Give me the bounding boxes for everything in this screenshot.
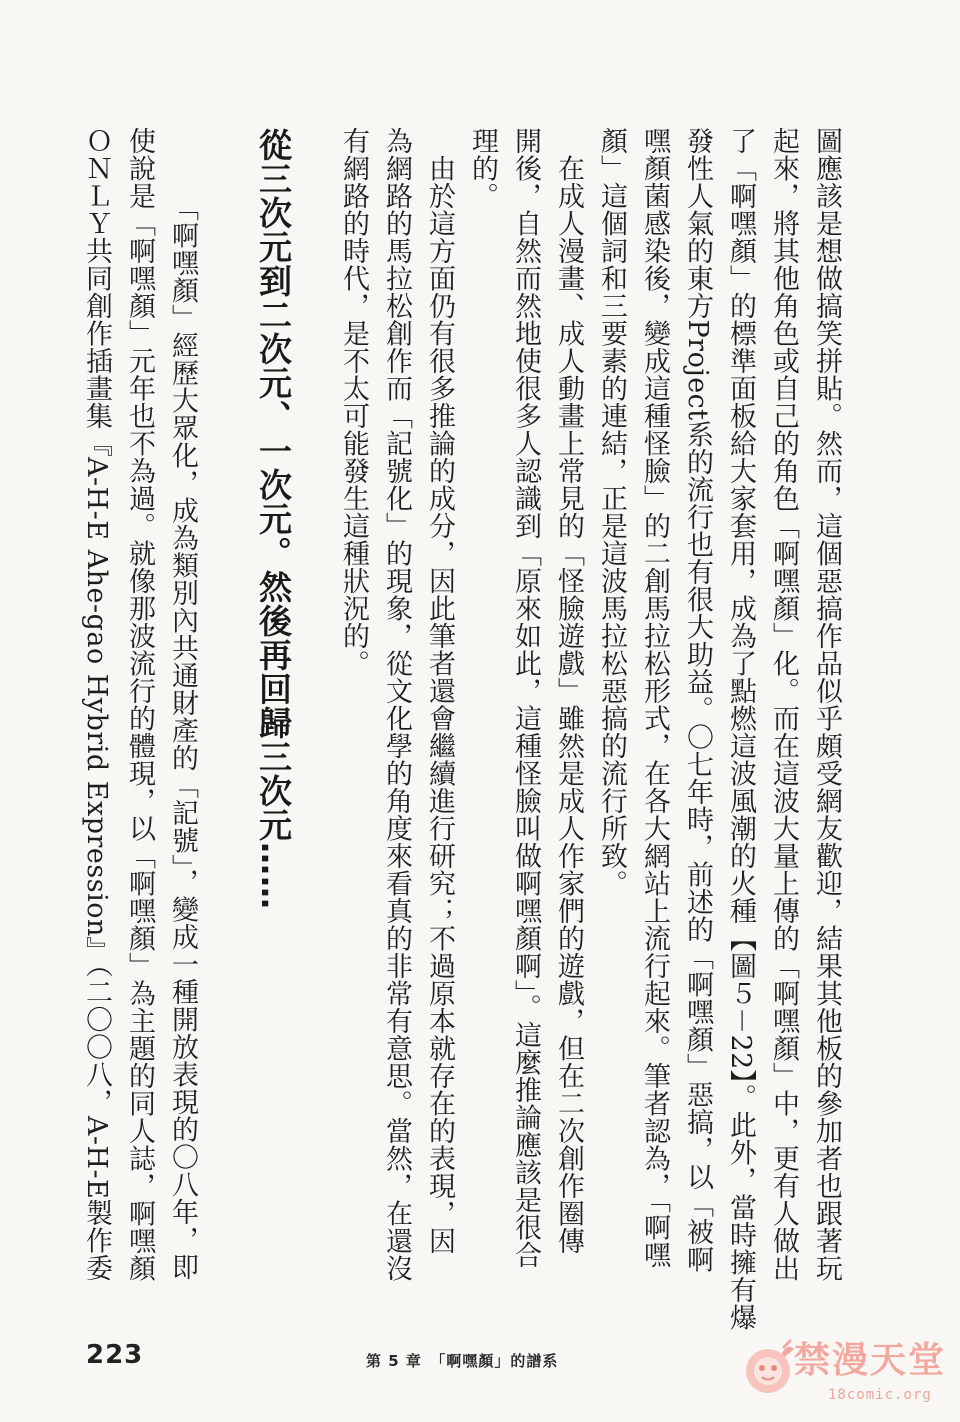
body-column: 發性人氣的東方Project系的流行也有很大助益。〇七年時，前述的「啊嘿顏」惡搞，以「被啊 [682, 127, 713, 1274]
watermark-logo-icon [738, 1337, 800, 1399]
section-heading: 從三次元到二次元、一次元。然後再回歸三次元…… [254, 128, 293, 910]
watermark-text: 禁漫天堂 [794, 1340, 947, 1381]
body-column: 理的。 [467, 127, 498, 210]
body-column: 在成人漫畫、成人動畫上常見的「怪臉遊戲」雖然是成人作家們的遊戲，但在二次創作圈傳 [553, 127, 584, 1255]
watermark-url: 18comic.org [828, 1387, 932, 1403]
body-column: 了「啊嘿顏」的標準面板給大家套用，成為了點燃這波風潮的火種【圖５－22】。此外，當時擁有爆 [725, 127, 756, 1332]
body-column: ＯＮＬＹ共同創作插畫集『A-H-E Ahe-gao Hybrid Expression』（二〇〇八，A-H-E製作委 [81, 127, 112, 1282]
watermark [738, 1337, 948, 1417]
body-column: 由於這方面仍有很多推論的成分，因此筆者還會繼續進行研究；不過原本就存在的表現，因 [424, 127, 455, 1255]
page-number: 223 [86, 1340, 144, 1370]
body-column: 開後，自然而然地使很多人認識到「原來如此，這種怪臉叫做啊嘿顏啊」。這麼推論應該是很合 [510, 127, 541, 1269]
body-column: 有網路的時代，是不太可能發生這種狀況的。 [338, 127, 369, 677]
body-column: 嘿顏菌感染後，變成這種怪臉」的二創馬拉松形式，在各大網站上流行起來。筆者認為，「啊嘿 [639, 127, 670, 1269]
running-header: 第 5 章 「啊嘿顏」的譜系 [366, 1352, 559, 1370]
body-column: 圖應該是想做搞笑拼貼。然而，這個惡搞作品似乎頗受網友歡迎，結果其他板的參加者也跟著玩 [811, 127, 842, 1282]
body-column: 「啊嘿顏」經歷大眾化，成為類別內共通財產的「記號」，變成一種開放表現的〇八年，即 [167, 180, 198, 1281]
body-column: 顏」這個詞和三要素的連結，正是這波馬拉松惡搞的流行所致。 [596, 127, 627, 897]
body-column: 使說是「啊嘿顏」元年也不為過。就像那波流行的體現，以「啊嘿顏」為主題的同人誌，啊嘿顏 [124, 127, 155, 1282]
body-column: 為網路的馬拉松創作而「記號化」的現象，從文化學的角度來看真的非常有意思。當然，在還沒 [381, 127, 412, 1282]
body-column: 起來，將其他角色或自己的角色「啊嘿顏」化。而在這波大量上傳的「啊嘿顏」中，更有人做出 [768, 127, 799, 1282]
